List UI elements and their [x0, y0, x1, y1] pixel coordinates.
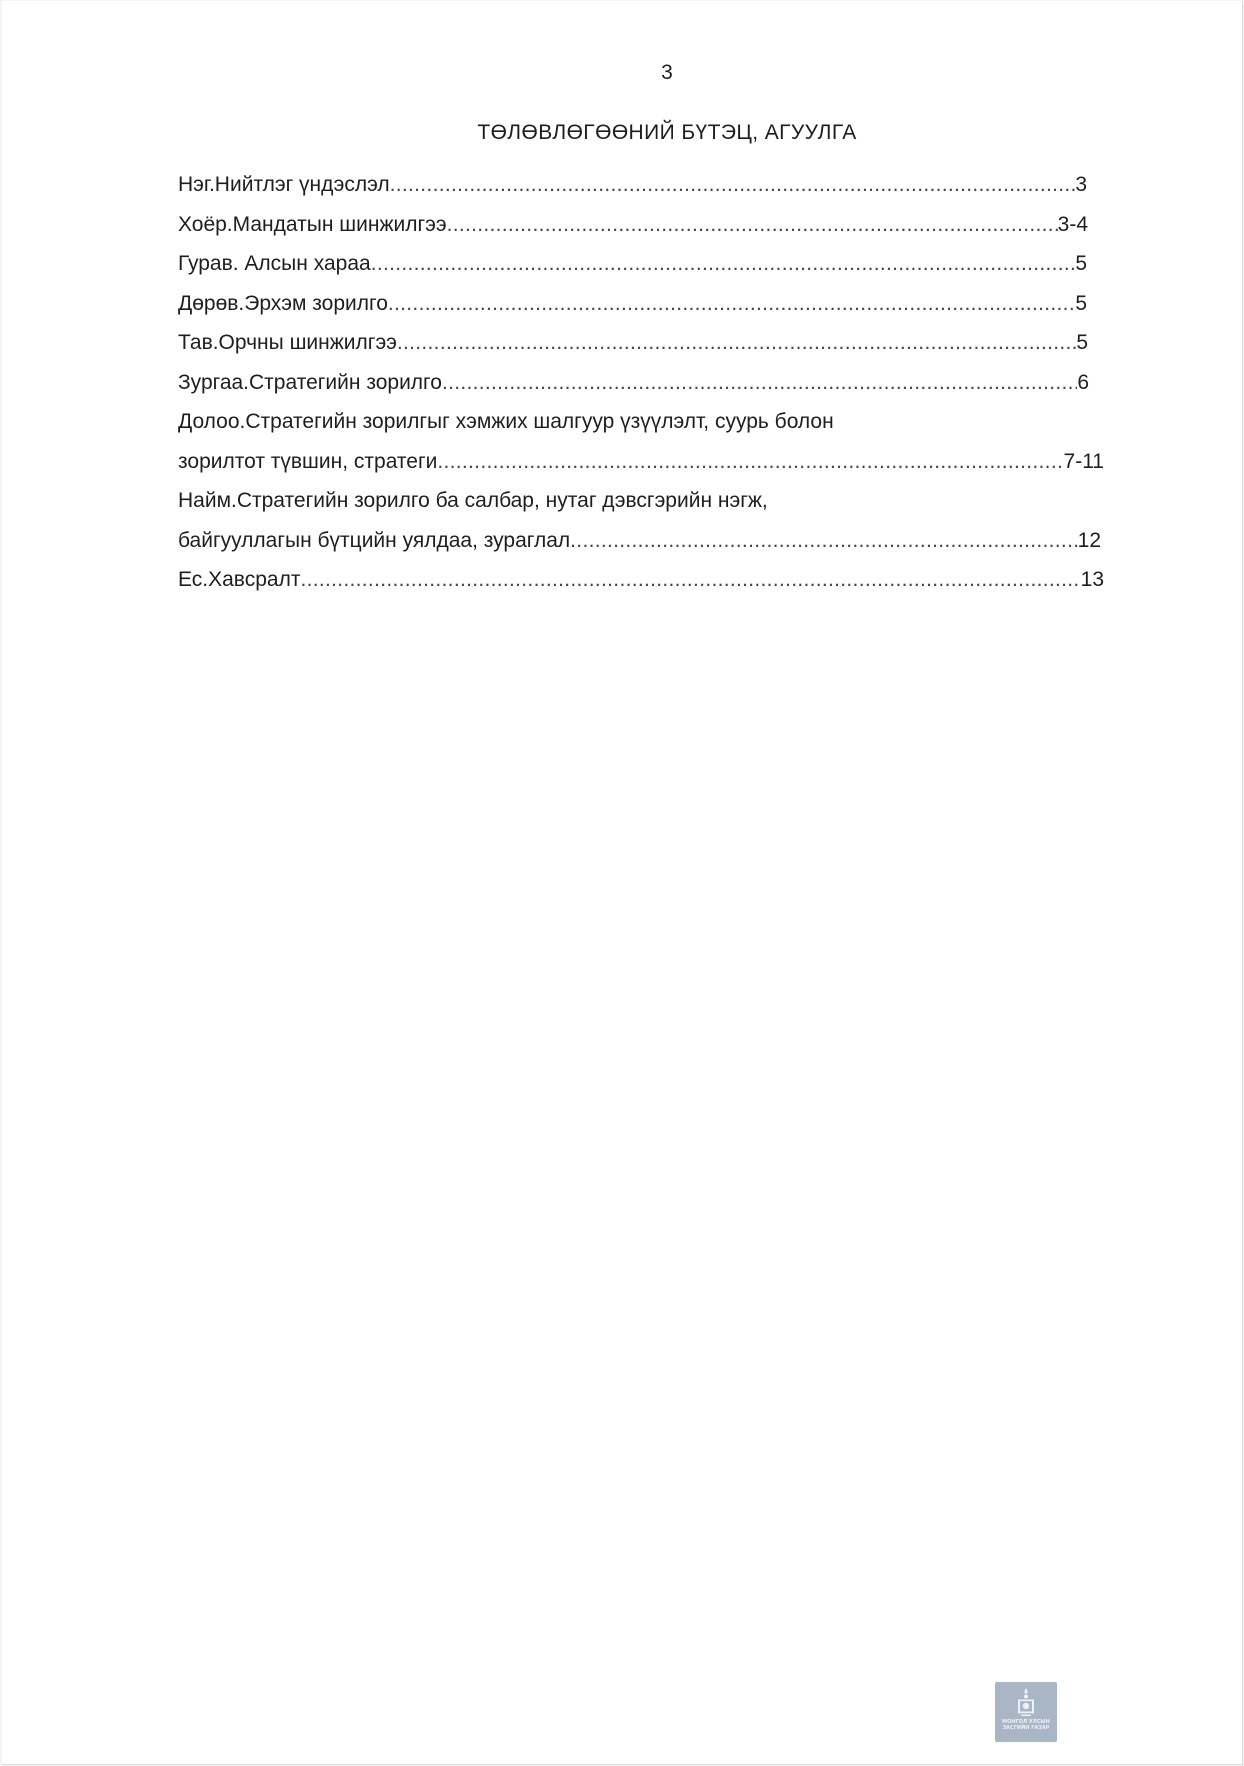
- seal-text-line: МОНГОЛ УЛСЫН: [1002, 1719, 1050, 1725]
- toc-dot-leader: [570, 529, 1077, 553]
- toc-entry: [178, 371, 1089, 411]
- toc-entry-page: 7-11: [1063, 449, 1104, 473]
- toc-entry-page: 5: [1075, 291, 1087, 315]
- toc-entry: [178, 410, 1108, 450]
- toc-entry-page: 13: [1080, 568, 1104, 591]
- toc-entry: [178, 568, 1104, 608]
- toc-entry-label: Гурав. Алсын хараа: [178, 252, 371, 275]
- soyombo-emblem-icon: [1015, 1687, 1037, 1717]
- document-page: [2, 1, 1243, 1765]
- toc-dot-leader: [437, 450, 1063, 474]
- toc-entry-page: 5: [1075, 252, 1087, 275]
- toc-entry: [178, 489, 1108, 529]
- toc-entry: [178, 213, 1088, 253]
- toc-entry-page: 12: [1077, 528, 1101, 552]
- government-seal-stamp: [995, 1682, 1057, 1742]
- seal-text: [1002, 1719, 1050, 1731]
- toc-entry: [178, 450, 1104, 490]
- toc-entry: [178, 529, 1101, 569]
- toc-dot-leader: [300, 568, 1080, 592]
- toc-title: ТӨЛӨВЛӨГӨӨНИЙ БҮТЭЦ, АГУУЛГА: [477, 121, 857, 144]
- toc-entry: [178, 173, 1087, 213]
- toc-entry: [178, 331, 1088, 371]
- toc-entry: [178, 292, 1087, 332]
- toc-entry-label: Дөрөв.Эрхэм зорилго: [178, 291, 388, 315]
- toc-dot-leader: [442, 371, 1077, 395]
- toc-dot-leader: [390, 173, 1076, 197]
- toc-entry-label: Найм.Стратегийн зорилго ба салбар, нутаг дэвсгэрийн нэгж,: [178, 489, 768, 512]
- page-number: 3: [661, 61, 673, 84]
- toc-entry-page: 3: [1075, 173, 1087, 196]
- seal-text-line: ЗАСГИЙН ГАЗАР: [1002, 1725, 1050, 1731]
- toc-entry-label: Хоёр.Мандатын шинжилгээ: [178, 212, 447, 236]
- table-of-contents: [178, 173, 1108, 608]
- toc-dot-leader: [397, 331, 1076, 355]
- toc-entry-label: Тав.Орчны шинжилгээ: [178, 331, 397, 354]
- toc-entry-label: Долоо.Стратегийн зорилгыг хэмжих шалгуур үзүүлэлт, суурь болон: [178, 410, 834, 433]
- toc-entry-page: 6: [1077, 370, 1089, 394]
- toc-entry: [178, 252, 1087, 292]
- toc-entry-page: 3-4: [1057, 212, 1088, 236]
- toc-entry-label: Зургаа.Стратегийн зорилго: [178, 370, 442, 394]
- toc-entry-label: зорилтот түвшин, стратеги: [178, 449, 438, 473]
- toc-entry-label: байгууллагын бүтцийн уялдаа, зураглал: [178, 528, 571, 552]
- toc-dot-leader: [447, 213, 1058, 237]
- toc-entry-label: Нэг.Нийтлэг үндэслэл: [178, 173, 390, 196]
- toc-dot-leader: [388, 292, 1075, 316]
- toc-dot-leader: [371, 252, 1076, 276]
- toc-entry-label: Ес.Хавсралт: [178, 568, 301, 591]
- toc-entry-page: 5: [1076, 331, 1088, 354]
